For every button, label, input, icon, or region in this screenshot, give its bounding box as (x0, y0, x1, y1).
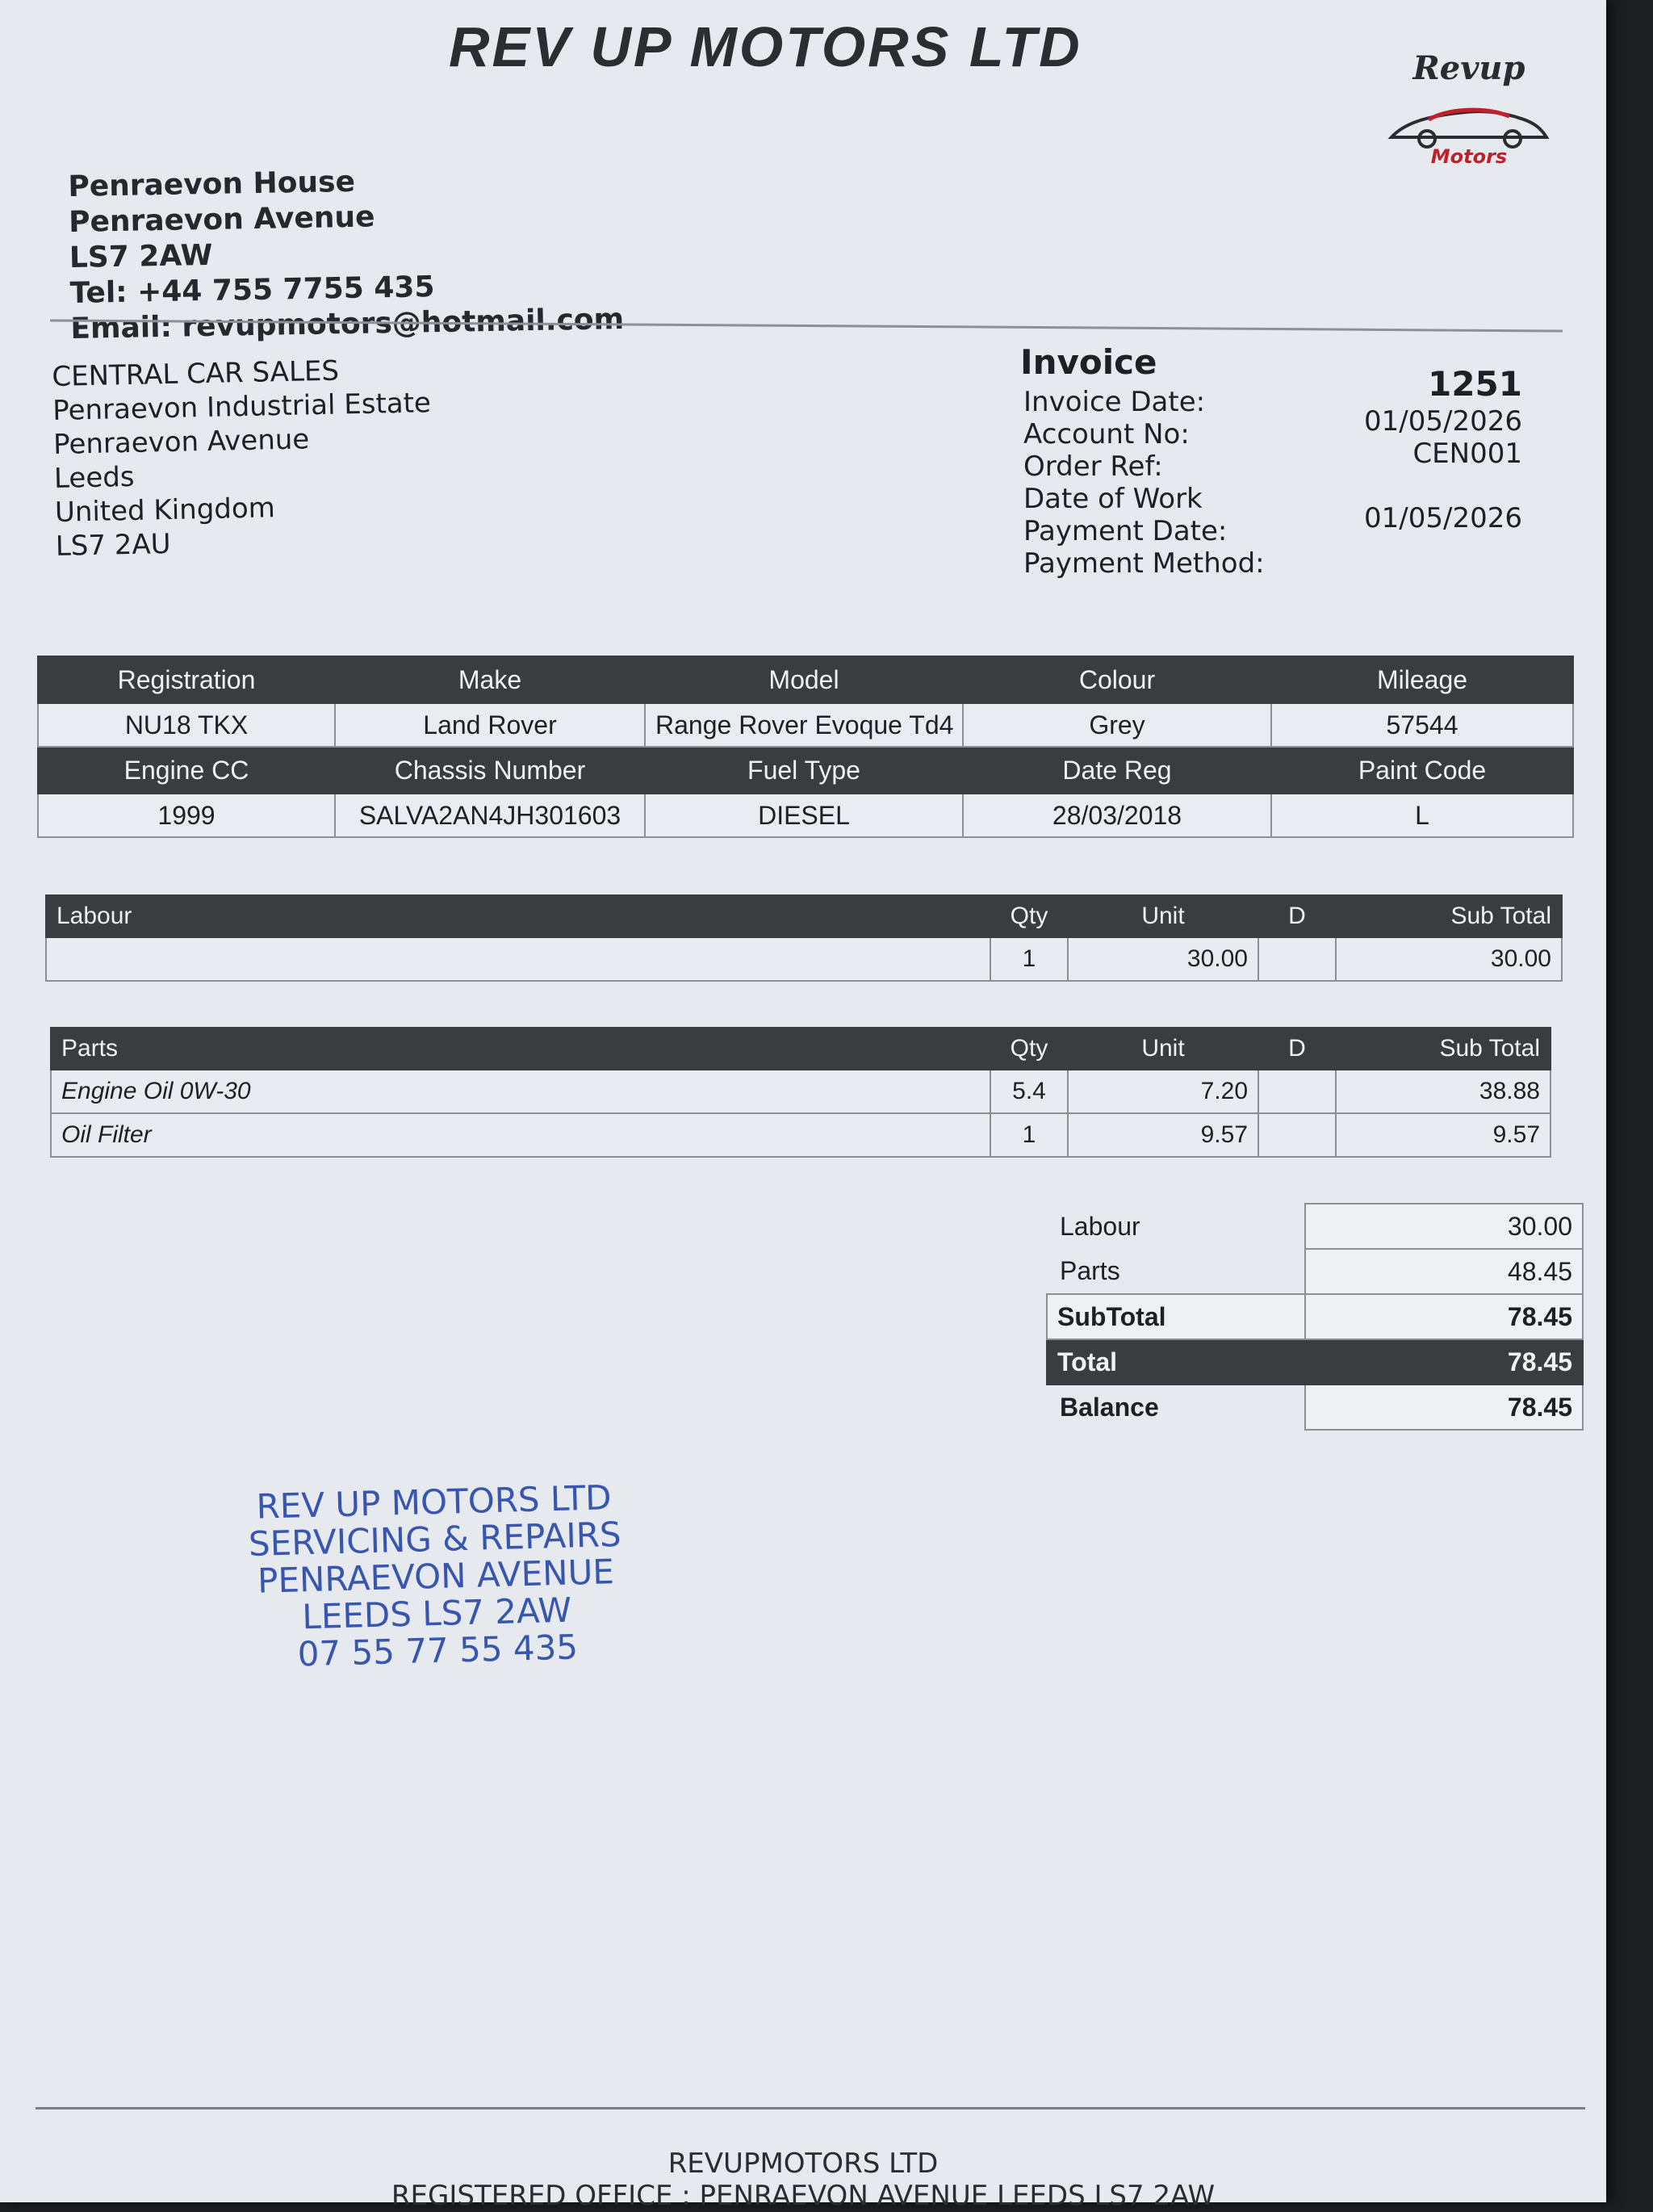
model-header: Model (645, 656, 963, 703)
invoice-date-value: 01/05/2026 (1364, 405, 1522, 438)
part-description: Oil Filter (51, 1113, 990, 1157)
order-ref-label: Order Ref: (1023, 450, 1163, 483)
labour-discount (1258, 937, 1336, 981)
part-subtotal: 38.88 (1336, 1070, 1550, 1113)
customer-postcode: LS7 2AU (55, 527, 171, 563)
date-reg-value: 28/03/2018 (963, 794, 1271, 837)
parts-header: Parts (51, 1028, 990, 1070)
parts-header-row (51, 1028, 1550, 1070)
stamp-line: PENRAEVON AVENUE (257, 1552, 615, 1601)
labour-header: Labour (46, 895, 990, 937)
subtotal-header: Sub Total (1336, 895, 1562, 937)
discount-header: D (1258, 1028, 1336, 1070)
sender-phone: Tel: +44 755 7755 435 (69, 270, 435, 310)
parts-total-label: Parts (1060, 1256, 1120, 1285)
payment-date-value (1280, 534, 1522, 567)
fuel-type-value: DIESEL (645, 794, 963, 837)
invoice-date-label: Invoice Date: (1023, 386, 1206, 418)
invoice-number: 1251 (1428, 364, 1522, 404)
labour-header-row (46, 895, 1562, 937)
part-subtotal: 9.57 (1336, 1113, 1550, 1157)
date-of-work-label: Date of Work (1023, 483, 1203, 515)
payment-method-value (1280, 567, 1522, 599)
part-description: Engine Oil 0W-30 (51, 1070, 990, 1113)
make-value: Land Rover (335, 703, 645, 747)
part-discount (1258, 1113, 1336, 1157)
vehicle-value-row (38, 703, 1573, 747)
chassis-number-header: Chassis Number (335, 747, 645, 794)
paint-code-value: L (1271, 794, 1573, 837)
customer-address-line: Penraevon Industrial Estate (52, 387, 432, 427)
qty-header: Qty (990, 1028, 1068, 1070)
payment-date-label: Payment Date: (1023, 515, 1228, 547)
customer-address-line: Penraevon Avenue (52, 423, 310, 461)
totals-row (1047, 1204, 1583, 1249)
footer (0, 2147, 1606, 2212)
order-ref-value (1280, 470, 1522, 502)
vehicle-header-row (38, 656, 1573, 703)
balance-value: 78.45 (1305, 1385, 1583, 1430)
invoice-heading: Invoice (1020, 342, 1157, 382)
subtotal-header: Sub Total (1336, 1028, 1550, 1070)
part-qty: 5.4 (990, 1070, 1068, 1113)
part-qty: 1 (990, 1113, 1068, 1157)
totals-row (1047, 1249, 1583, 1294)
vehicle-details-table (37, 656, 1574, 838)
part-unit: 9.57 (1068, 1113, 1258, 1157)
stamp-line: LEEDS LS7 2AW (301, 1590, 572, 1637)
part-discount (1258, 1070, 1336, 1113)
labour-total-label: Labour (1060, 1211, 1140, 1241)
sender-address-line: LS7 2AW (69, 238, 213, 274)
registration-header: Registration (38, 656, 335, 703)
sports-car-icon (1380, 48, 1558, 170)
account-no-label: Account No: (1023, 418, 1190, 450)
fuel-type-header: Fuel Type (645, 747, 963, 794)
table-row (51, 1113, 1550, 1157)
labour-description (46, 937, 990, 981)
logo-bottom-text: Motors (1430, 145, 1508, 168)
total-label: Total (1047, 1339, 1305, 1385)
totals-row (1047, 1294, 1583, 1339)
totals-table (1046, 1203, 1584, 1431)
customer-city: Leeds (53, 460, 135, 495)
totals-row (1047, 1385, 1583, 1430)
stamp-line: 07 55 77 55 435 (297, 1627, 579, 1674)
account-no-value: CEN001 (1412, 438, 1522, 470)
company-stamp (240, 1479, 632, 1674)
registration-value: NU18 TKX (38, 703, 335, 747)
date-reg-header: Date Reg (963, 747, 1271, 794)
vehicle-header-row (38, 747, 1573, 794)
mileage-value: 57544 (1271, 703, 1573, 747)
sender-address-line: Penraevon House (68, 165, 356, 203)
sender-email: Email: revupmotors@hotmail.com (70, 303, 625, 346)
stamp-line: SERVICING & REPAIRS (248, 1514, 622, 1565)
labour-unit: 30.00 (1068, 937, 1258, 981)
invoice-meta-values (1280, 363, 1522, 599)
labour-subtotal: 30.00 (1336, 937, 1562, 981)
parts-table (50, 1027, 1551, 1158)
discount-header: D (1258, 895, 1336, 937)
footer-company: REVUPMOTORS LTD (667, 2147, 939, 2180)
engine-cc-value: 1999 (38, 794, 335, 837)
date-of-work-value: 01/05/2026 (1364, 502, 1522, 534)
subtotal-value: 78.45 (1305, 1294, 1583, 1339)
engine-cc-header: Engine CC (38, 747, 335, 794)
labour-table (45, 894, 1563, 982)
stamp-line: REV UP MOTORS LTD (255, 1477, 613, 1527)
colour-value: Grey (963, 703, 1271, 747)
footer-divider (36, 2107, 1585, 2109)
paint-code-header: Paint Code (1271, 747, 1573, 794)
balance-label: Balance (1060, 1393, 1159, 1422)
table-row (46, 937, 1562, 981)
customer-name: CENTRAL CAR SALES (52, 354, 340, 393)
total-value: 78.45 (1305, 1339, 1583, 1385)
labour-qty: 1 (990, 937, 1068, 981)
sender-address-line: Penraevon Avenue (68, 200, 375, 239)
mileage-header: Mileage (1271, 656, 1573, 703)
footer-registered-office: REGISTERED OFFICE : PENRAEVON AVENUE LEEDS LS7 2AW (391, 2180, 1216, 2212)
company-name: REV UP MOTORS LTD (449, 15, 1082, 78)
subtotal-label: SubTotal (1047, 1294, 1305, 1339)
company-logo (1380, 48, 1558, 170)
model-value: Range Rover Evoque Td4 (645, 703, 963, 747)
vehicle-value-row (38, 794, 1573, 837)
totals-row (1047, 1339, 1583, 1385)
labour-total-value: 30.00 (1305, 1204, 1583, 1249)
unit-header: Unit (1068, 895, 1258, 937)
logo-top-text: Revup (1412, 49, 1525, 87)
payment-method-label: Payment Method: (1023, 547, 1265, 580)
sender-address (68, 160, 624, 347)
bill-to-address (52, 352, 434, 563)
colour-header: Colour (963, 656, 1271, 703)
table-row (51, 1070, 1550, 1113)
qty-header: Qty (990, 895, 1068, 937)
parts-total-value: 48.45 (1305, 1249, 1583, 1294)
make-header: Make (335, 656, 645, 703)
customer-country: United Kingdom (54, 492, 276, 529)
unit-header: Unit (1068, 1028, 1258, 1070)
invoice-meta-labels (1023, 386, 1265, 580)
part-unit: 7.20 (1068, 1070, 1258, 1113)
chassis-number-value: SALVA2AN4JH301603 (335, 794, 645, 837)
